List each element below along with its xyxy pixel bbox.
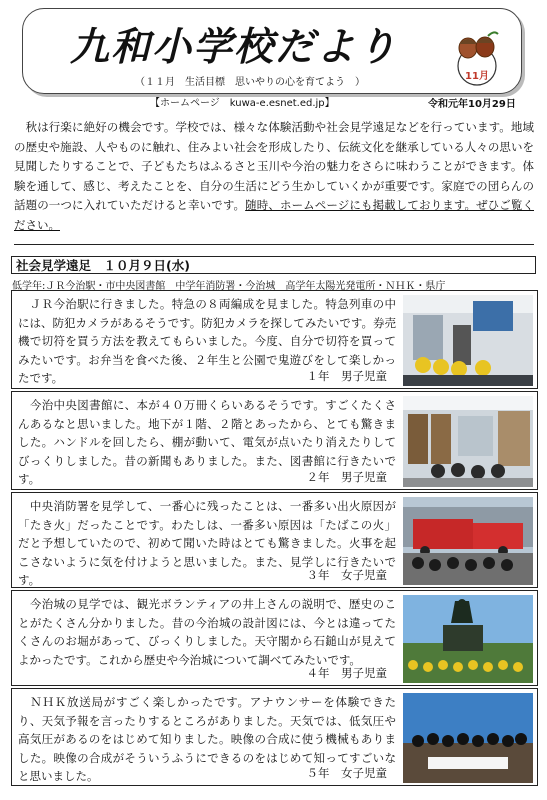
report-author: ３年 女子児童 xyxy=(306,568,387,582)
homepage-link[interactable]: 【ホームページ kuwa-e.esnet.ed.jp】 xyxy=(150,98,335,109)
report-block xyxy=(11,290,538,389)
report-author: ４年 男子児童 xyxy=(306,666,387,680)
report-text: ＪＲ今治駅に行きました。特急の８両編成を見ました。特急列車の中には、防犯カメラがあるそうです。防犯カメラを探してみたいです。券売機で切符を買う方法を教えてもらいました。今度、自分で切符を買ってみたいです。お弁当を食べた後、２年生と公園で鬼遊びをして楽しかったです。 xyxy=(18,297,396,386)
intro-paragraph xyxy=(14,118,534,236)
station-photo xyxy=(403,295,533,386)
acorn-icon xyxy=(452,30,502,86)
intro-homepage-note: 随時、ホームページにも掲載しております。ぜひご覧ください。 xyxy=(14,198,534,232)
report-block xyxy=(11,492,538,588)
report-block xyxy=(11,391,538,490)
newsletter-header xyxy=(0,0,547,118)
intro-text: 秋は行楽に絶好の機会です。学校では、様々な体験活動や社会見学遠足などを行っています。地域の歴史や施設、人やものに触れ、住みよい社会を形成したり、伝統文化を継承している人々の思いを見聞したりすることで、子どもたちはふるさと玉川や今治の魅力をさらに味わうことができます。体験を通して、感じ、考えたことを、自分の生活にどう生かしていくかが重要です。家庭での団らんの話題の一つに入れていただけると幸いです。 xyxy=(14,120,534,213)
nhk-photo xyxy=(403,693,533,783)
report-author: １年 男子児童 xyxy=(306,369,387,383)
report-text: 中央消防署を見学して、一番心に残ったことは、一番多い出火原因が「たき火」だったことです。わたしは、一番多い原因は「たばこの火」だと予想していたので、初めて聞いた時はとても驚きました。火事を起こさないように気を付けようと思いました。また、見学しに行きたいです。 xyxy=(18,499,396,588)
section-subheading: 低学年:ＪＲ今治駅・市中央図書館 中学年消防署・今治城 高学年太陽光発電所・ＮＨＫ・県庁 xyxy=(12,281,446,292)
report-block xyxy=(11,688,538,786)
section-heading: 社会見学遠足 １０月９日(水) xyxy=(11,256,536,274)
castle-photo xyxy=(403,595,533,683)
report-text: 今治城の見学では、観光ボランティアの井上さんの説明で、歴史のことがたくさん分かりました。昔の今治城の設計図には、今とは違ってたくさんのお堀があって、びっくりしました。天守閣から石鎚山が見えてよかったです。これから歴史や今治城について調べてみたいです。 xyxy=(18,597,396,667)
report-text: 今治中央図書館に、本が４０万冊くらいあるそうです。すごくたくさんあるなと思いました。地下が１階、２階とあったから、とても驚きました。ハンドルを回したら、棚が動いて、電気が点いたり消えたりしてびっくりしました。昔の新聞もありました。また、図書館に行きたいです。 xyxy=(18,398,396,487)
divider xyxy=(14,244,534,245)
page-title: 九和小学校だより xyxy=(70,24,399,70)
report-block xyxy=(11,590,538,686)
report-author: ２年 男子児童 xyxy=(306,470,387,484)
issue-date: 令和元年10月29日 xyxy=(428,99,516,110)
firestation-photo xyxy=(403,497,533,585)
badge-month: 11月 xyxy=(465,71,489,82)
report-text: ＮＨＫ放送局がすごく楽しかったです。アナウンサーを体験できたり、天気予報を言ったりするところがありました。天気では、低気圧や高気圧があるのをはじめて知りました。映像の合成に使う機械もありました。映像の合成がそういうふうにできるのをはじめて知ってすごいなと思いました。 xyxy=(18,695,396,784)
library-photo xyxy=(403,396,533,487)
monthly-goal: （１１月 生活目標 思いやりの心を育てよう ） xyxy=(135,77,365,88)
report-author: ５年 女子児童 xyxy=(306,766,387,780)
